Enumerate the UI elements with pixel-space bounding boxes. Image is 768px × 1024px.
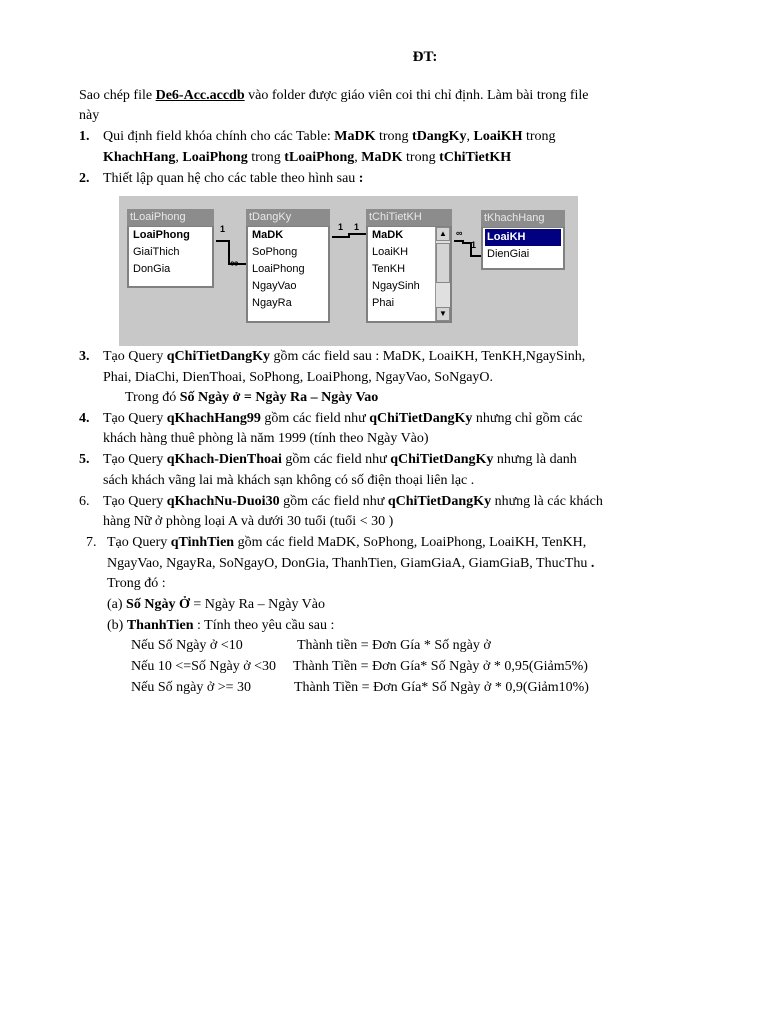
item-number: 1. (79, 129, 90, 144)
item5-line-1: Tạo Query qKhach-DienThoai gồm các field như qChiTietDangKy nhưng là danh (103, 452, 577, 467)
item7-sub-b: (b) ThanhTien : Tính theo yêu cầu sau : (107, 618, 335, 633)
item6-line-2: hàng Nữ ở phòng loại A và dưới 30 tuổi (tuổi < 30 ) (103, 514, 394, 529)
rule-1-condition: Nếu Số Ngày ở <10 (131, 638, 243, 653)
item1-line-2: KhachHang, LoaiPhong trong tLoaiPhong, MaDK trong tChiTietKH (103, 150, 512, 165)
rule-2-condition: Nếu 10 <=Số Ngày ở <30 (131, 659, 277, 674)
field[interactable]: LoaiPhong (252, 263, 305, 275)
rule-1-formula: Thành tiền = Đơn Gía * Số ngày ở (297, 638, 491, 653)
field[interactable]: Phai (372, 297, 395, 309)
table-title[interactable]: tKhachHang (481, 210, 565, 227)
item3-line-2: Phai, DiaChi, DienThoai, SoPhong, LoaiPhong, NgayVao, SoNgayO. (103, 370, 494, 385)
relation-line-loaikh (454, 241, 481, 256)
document-title: ĐT: (412, 49, 438, 65)
field-primary-key[interactable]: MaDK (372, 229, 404, 241)
table-title[interactable]: tChiTietKH (366, 209, 452, 226)
relationship-diagram (119, 196, 578, 346)
item3-line-3: Trong đó Số Ngày ở = Ngày Ra – Ngày Vao (125, 390, 379, 405)
item1-line-1: Qui định field khóa chính cho các Table: MaDK trong tDangKy, LoaiKH trong (103, 129, 556, 144)
item6-line-1: Tạo Query qKhachNu-Duoi30 gồm các field như qChiTietDangKy nhưng là các khách (103, 494, 603, 509)
relation-line-madk (332, 234, 366, 237)
item-number: 4. (79, 411, 90, 426)
field-primary-key-selected[interactable]: LoaiKH (485, 229, 561, 246)
intro-line-2: này (79, 108, 100, 123)
item-number: 3. (79, 349, 90, 364)
field[interactable]: LoaiKH (372, 246, 409, 258)
intro-line-1 (79, 87, 589, 105)
table-title[interactable]: tLoaiPhong (127, 209, 214, 226)
item7-sub-a: (a) Số Ngày Ở = Ngày Ra – Ngày Vào (107, 597, 326, 612)
table-title[interactable]: tDangKy (246, 209, 330, 226)
relation-one-label: 1 (220, 224, 226, 234)
rule-3-formula: Thành Tiền = Đơn Gía* Số Ngày ở * 0,9(Giảm10%) (294, 680, 589, 695)
item7-line-1: Tạo Query qTinhTien gồm các field MaDK, SoPhong, LoaiPhong, LoaiKH, TenKH, (107, 535, 587, 550)
rule-3-condition: Nếu Số ngày ở >= 30 (131, 680, 252, 695)
field[interactable]: NgayRa (252, 297, 292, 309)
field[interactable]: DienGiai (487, 248, 530, 260)
field-primary-key[interactable]: MaDK (252, 229, 284, 241)
item-number: 6. (79, 494, 90, 509)
item2-text: Thiết lập quan hệ cho các table theo hình sau : (103, 171, 364, 186)
relation-one-label: 1 (471, 240, 477, 250)
scroll-down-arrow-icon[interactable]: ▼ (436, 307, 450, 321)
relation-many-symbol: ∞ (456, 228, 463, 238)
item7-line-3: Trong đó : (107, 576, 166, 591)
field[interactable]: SoPhong (252, 246, 298, 258)
item-number: 2. (79, 171, 90, 186)
field[interactable]: NgayVao (252, 280, 297, 292)
item7-line-2: NgayVao, NgayRa, SoNgayO, DonGia, ThanhTien, GiamGiaA, GiamGiaB, ThucThu . (107, 556, 595, 571)
relationship-lines (119, 196, 578, 346)
item3-line-1: Tạo Query qChiTietDangKy gồm các field sau : MaDK, LoaiKH, TenKH,NgaySinh, (103, 349, 586, 364)
item-number: 5. (79, 452, 90, 467)
relation-many-symbol: ∞ (230, 256, 239, 270)
item5-line-2: sách khách vãng lai mà khách sạn không có số điện thoại liên lạc . (103, 473, 475, 488)
field-primary-key[interactable]: LoaiPhong (133, 229, 190, 241)
item-number: 7. (86, 535, 97, 550)
relation-one-label: 1 (338, 222, 344, 232)
intro-text: Sao chép file (79, 88, 156, 103)
item4-line-2: khách hàng thuê phòng là năm 1999 (tính theo Ngày Vào) (103, 431, 429, 446)
intro-text-2: vào folder được giáo viên coi thi chỉ định. Làm bài trong file (244, 88, 589, 103)
filename: De6-Acc.accdb (155, 88, 245, 103)
field[interactable]: TenKH (372, 263, 406, 275)
scroll-up-arrow-icon[interactable]: ▲ (436, 227, 450, 241)
field[interactable]: GiaiThich (133, 246, 180, 258)
field[interactable]: NgaySinh (372, 280, 420, 292)
relation-one-label: 1 (354, 222, 360, 232)
rule-2-formula: Thành Tiền = Đơn Gía* Số Ngày ở * 0,95(Giảm5%) (293, 659, 588, 674)
item4-line-1: Tạo Query qKhachHang99 gồm các field như qChiTietDangKy nhưng chỉ gồm các (103, 411, 583, 426)
field[interactable]: DonGia (133, 263, 171, 275)
